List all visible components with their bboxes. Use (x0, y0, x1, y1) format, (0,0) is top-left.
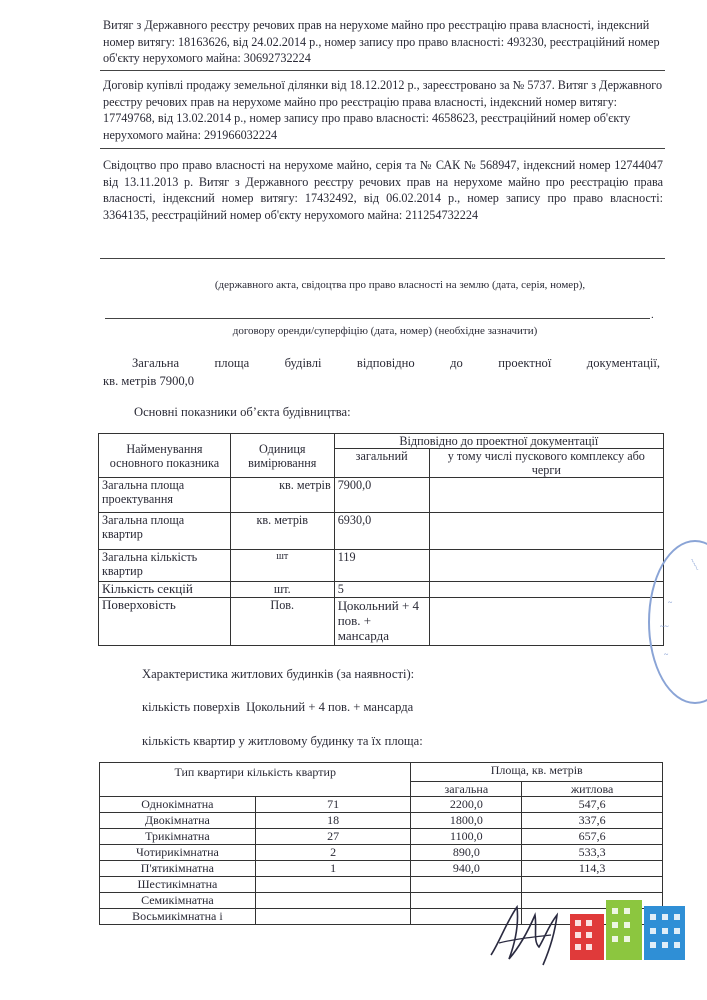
apartment-type: Шестикімнатна (100, 877, 256, 893)
apartments-heading: кількість квартир у житловому будинку та їх площа: (142, 734, 423, 748)
indicators-table (98, 433, 664, 646)
table-row (100, 877, 663, 893)
col-header-apartment-type: Тип квартири кількість квартир (100, 763, 411, 797)
col-header-project-docs: Відповідно до проектної документації (334, 434, 663, 449)
apartment-type: Восьмикімнатна і (100, 909, 256, 925)
apartment-area-living: 547,6 (522, 797, 663, 813)
apartment-area-total: 2200,0 (411, 797, 522, 813)
apartment-count: 27 (255, 829, 411, 845)
indicator-name: Загальна площа проектування (99, 478, 231, 513)
apartment-count: 71 (255, 797, 411, 813)
ownership-certificate-block: Свідоцтво про право власності на нерухоме майно, серія та № САК № 568947, індексний номер 12744047 від 13.11.2013 р. Витяг з Державного реєстру речових прав на нерухоме майно про реєстрацію права власності, індексний номер витягу: 17432492, від 06.02.2014 р., номер запису про право власності: 3364135, реєстраційний номер об'єкту нерухомого майна: 211254732224 (103, 158, 663, 222)
indicator-start (429, 513, 663, 550)
indicator-start (429, 550, 663, 582)
col-header-area-total: загальна (411, 782, 522, 797)
indicator-start (429, 582, 663, 598)
apartment-type: Чотирикімнатна (100, 845, 256, 861)
building-area-value: кв. метрів 7900,0 (103, 374, 195, 388)
buildings-logo (570, 900, 685, 960)
divider-line-2 (100, 148, 665, 149)
floors-count-line: кількість поверхів Цокольний + 4 пов. + мансарда (142, 700, 414, 714)
indicator-total: 7900,0 (334, 478, 429, 513)
indicator-total: Цокольний + 4 пов. + мансарда (334, 598, 429, 646)
table-row (100, 829, 663, 845)
apartment-type: Однокімнатна (100, 797, 256, 813)
table-row (100, 845, 663, 861)
divider-line-1 (100, 70, 665, 71)
apartment-area-living: 114,3 (522, 861, 663, 877)
table-row (99, 478, 664, 513)
indicator-unit: шт. (230, 582, 334, 598)
apartment-area-total: 890,0 (411, 845, 522, 861)
divider-line-4 (105, 318, 650, 319)
col-header-indicator-name: Найменування основного показника (99, 434, 231, 478)
building-area-line: Загальна площа будівлі відповідно до проектної документації, (132, 356, 660, 370)
table-row (100, 813, 663, 829)
apartment-count: 18 (255, 813, 411, 829)
indicator-total: 5 (334, 582, 429, 598)
col-header-unit: Одиниця вимірювання (230, 434, 334, 478)
table-row (99, 582, 664, 598)
apartment-area-living: 657,6 (522, 829, 663, 845)
official-stamp: ~~~ ~ ~~ ~ (648, 540, 707, 704)
apartment-area-living: 337,6 (522, 813, 663, 829)
state-act-caption: (державного акта, свідоцтва про право власності на землю (дата, серія, номер), (214, 279, 586, 291)
table-row (100, 797, 663, 813)
apartment-type: П'ятикімнатна (100, 861, 256, 877)
indicator-name: Загальна площа квартир (99, 513, 231, 550)
apartment-area-total: 940,0 (411, 861, 522, 877)
trailing-dot: . (651, 309, 654, 321)
indicator-unit: кв. метрів (230, 513, 334, 550)
indicators-heading: Основні показники об’єкта будівництва: (134, 405, 351, 419)
apartment-count: 1 (255, 861, 411, 877)
apartment-area-total: 1800,0 (411, 813, 522, 829)
apartment-type: Двокімнатна (100, 813, 256, 829)
lease-caption: договору оренди/суперфіцію (дата, номер) (необхідне зазначити) (232, 325, 538, 337)
indicator-start (429, 598, 663, 646)
table-row (100, 861, 663, 877)
apartment-count (255, 877, 411, 893)
apartment-area-living: 533,3 (522, 845, 663, 861)
col-header-area: Площа, кв. метрів (411, 763, 663, 782)
table-row (99, 598, 664, 646)
divider-line-3 (100, 258, 665, 259)
registry-extract-block-2: Договір купівлі продажу земельної ділянки від 18.12.2012 р., зареєстровано за № 5737. Витяг з Державного реєстру речових прав на нерухоме майно про реєстрацію права власності, індексний номер витягу: 17749768, від 13.02.2014 р., номер запису про право власності: 4658623, реєстраційний номер об'єкту нерухомого майна: 291966032224 (103, 78, 663, 142)
col-header-total: загальний (334, 449, 429, 478)
registry-extract-block-1: Витяг з Державного реєстру речових прав на нерухоме майно про реєстрацію права власності, індексний номер витягу: 18163626, від 24.02.2014 р., номер запису про право власності: 493230, реєстраційний номер об'єкту нерухомого майна: 30692732224 (103, 18, 660, 65)
table-row (99, 550, 664, 582)
indicator-start (429, 478, 663, 513)
indicator-name: Кількість секцій (99, 582, 231, 598)
apartment-count (255, 893, 411, 909)
indicator-total: 119 (334, 550, 429, 582)
indicator-name: Загальна кількість квартир (99, 550, 231, 582)
apartment-type: Семикімнатна (100, 893, 256, 909)
col-header-area-living: житлова (522, 782, 663, 797)
apartment-count (255, 909, 411, 925)
indicator-unit: шт (230, 550, 334, 582)
apartment-count: 2 (255, 845, 411, 861)
indicator-unit: кв. метрів (230, 478, 334, 513)
indicator-name: Поверховість (99, 598, 231, 646)
apartment-type: Трикімнатна (100, 829, 256, 845)
residential-heading: Характеристика житлових будинків (за наявності): (142, 667, 415, 681)
apartment-area-total: 1100,0 (411, 829, 522, 845)
table-row (99, 513, 664, 550)
col-header-start-complex: у тому числі пускового комплексу або черги (429, 449, 663, 478)
indicator-unit: Пов. (230, 598, 334, 646)
signature (485, 885, 575, 975)
indicator-total: 6930,0 (334, 513, 429, 550)
